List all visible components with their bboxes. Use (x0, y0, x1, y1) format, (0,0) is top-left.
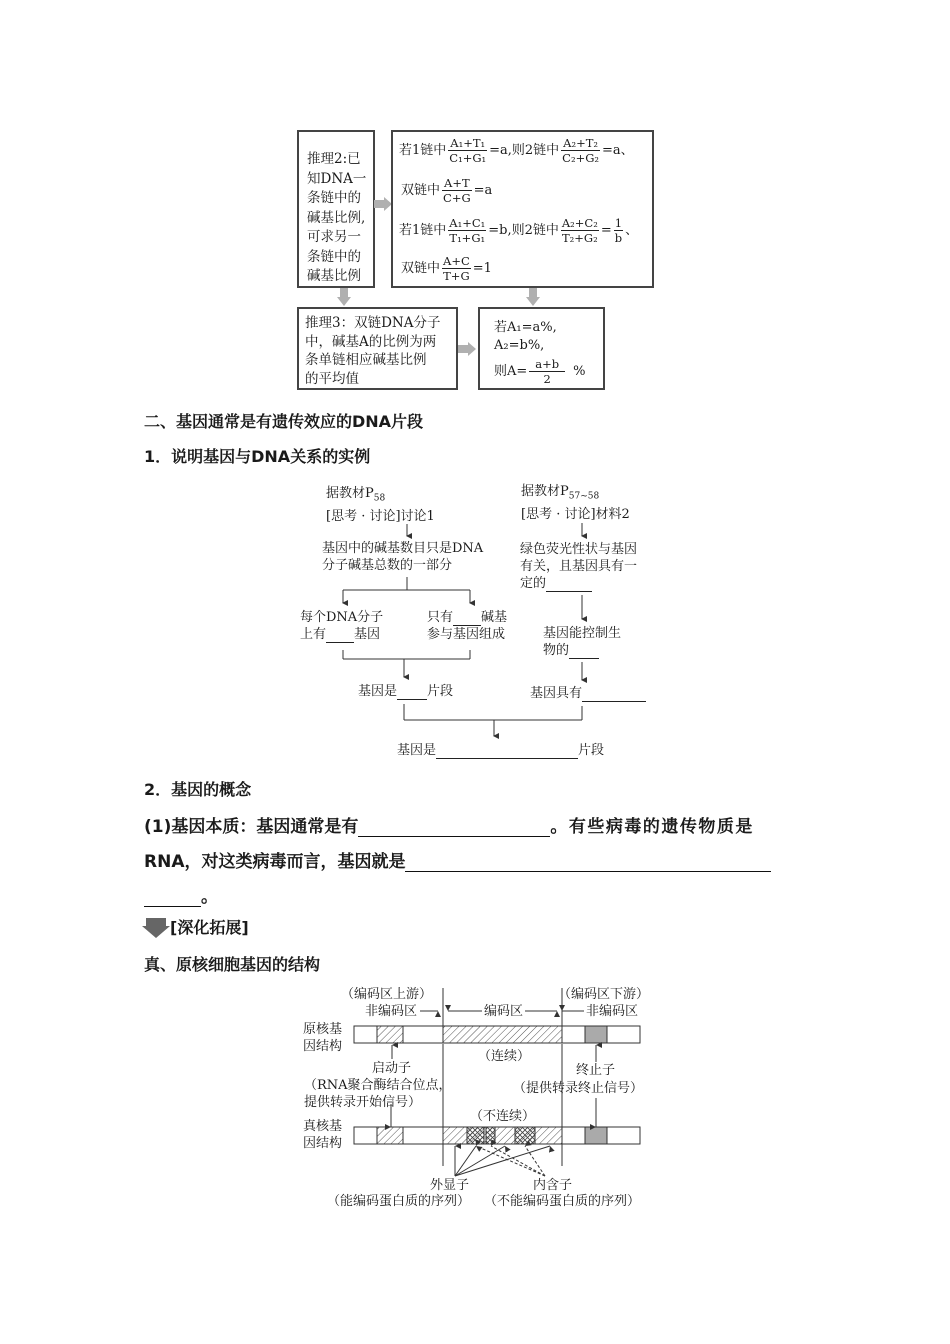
concept-line1-post: 。有些病毒的遗传物质是 (550, 817, 754, 837)
ratio-row-4-suffix: =1 (472, 261, 492, 276)
intron-block-1 (467, 1127, 484, 1144)
average-suffix: % (573, 364, 586, 379)
reasoning2-line-7: 碱基比例 (307, 268, 361, 284)
reasoning3-line-1: 推理3：双链DNA分子 (305, 315, 441, 331)
prokaryote-label-line-2: 因结构 (303, 1039, 343, 1054)
ratio-row-1-suffix: =a、 (602, 143, 634, 158)
right-fact-line2: 有关，且基因具有一 (520, 559, 638, 574)
ratio-row-2-prefix: 双链中 (401, 183, 441, 198)
subheading-example: 1．说明基因与DNA关系的实例 (144, 447, 371, 466)
right-fact-line3: 定的 (520, 576, 547, 591)
frac-num: A₂+C₂ (561, 216, 598, 230)
right-result-pre: 基因具有 (530, 686, 583, 701)
terminator-block (585, 1026, 607, 1043)
source-right-page: 57~58 (568, 491, 600, 502)
intron-block-2 (486, 1127, 495, 1144)
reasoning3-line-4: 的平均值 (305, 370, 359, 387)
reasoning2-line-1: 推理2:已 (307, 151, 361, 167)
section-heading: 二、基因通常是有遗传效应的DNA片段 (144, 412, 424, 431)
ratio-row-1-mid: =a,则2链中 (489, 143, 560, 158)
ratio-row-1-prefix: 若1链中 (399, 143, 447, 158)
left-a-pre: 上有 (300, 627, 327, 642)
ratio-row-2-suffix: =a (473, 183, 493, 198)
subheading-concept: 2．基因的概念 (144, 780, 252, 799)
frac-num: A₁+C₁ (449, 216, 486, 230)
average-prefix: 则A= (494, 364, 528, 379)
right-mid-line1: 基因能控制生 (543, 626, 622, 641)
left-fact-line-2: 分子碱基总数的一部分 (322, 558, 453, 573)
source-left-page: 58 (373, 493, 386, 504)
deepen-label: [深化拓展] (170, 918, 249, 937)
frac-den: C+G (443, 191, 471, 205)
source-right-text: 据教材P (521, 484, 569, 499)
prokaryote-label-line-1: 原核基 (303, 1022, 343, 1037)
left-b-pre: 只有 (427, 610, 454, 625)
exon-label: 外显子 (430, 1178, 470, 1193)
eukaryote-label-line-1: 真核基 (303, 1119, 343, 1134)
concept-line2-pre: RNA，对这类病毒而言，基因就是 (144, 852, 406, 872)
promoter-label: 启动子 (372, 1061, 412, 1076)
promoter-block-euk (377, 1127, 403, 1144)
frac-den: 2 (543, 372, 551, 386)
discontinuous-label: （不连续） (470, 1109, 536, 1124)
left-result-post: 片段 (427, 684, 454, 699)
frac-den: T₁+G₁ (449, 231, 486, 245)
promoter-block (377, 1026, 403, 1043)
frac-num: a+b (529, 357, 565, 372)
frac-den: b (614, 231, 623, 245)
coding-region-label: 编码区 (484, 1004, 524, 1019)
coding-block-prok (443, 1026, 562, 1043)
reasoning2-line-6: 条链中的 (307, 248, 361, 265)
promoter-desc-line-1: （RNA聚合酶结合位点， (304, 1078, 452, 1093)
source-right-section: [思考 · 讨论]材料2 (521, 506, 630, 522)
ratio-row-3-eq: = (600, 223, 612, 238)
downstream-label: （编码区下游） (558, 987, 650, 1002)
left-result-pre: 基因是 (358, 684, 398, 699)
ratio-row-4-prefix: 双链中 (401, 261, 441, 276)
terminator-desc: （提供转录终止信号） (513, 1081, 644, 1096)
reasoning3-line-2: 中，碱基A的比例为两 (305, 333, 437, 350)
ratio-row-3-prefix: 若1链中 (399, 223, 447, 238)
source-left-text: 据教材P (326, 486, 374, 501)
right-mid-pre: 物的 (543, 643, 570, 658)
ratio-row-3-mid: =b,则2链中 (488, 223, 559, 238)
left-b-post: 碱基 (481, 610, 508, 625)
terminator-label: 终止子 (576, 1063, 616, 1078)
ratio-row-3-suffix: 、 (625, 223, 639, 238)
reasoning2-line-2: 知DNA一 (307, 170, 367, 187)
left-fact-line-1: 基因中的碱基数目只是DNA (322, 541, 484, 556)
average-line-1: 若A₁=a%, (494, 320, 557, 335)
right-fact-line1: 绿色荧光性状与基因 (520, 542, 638, 557)
noncoding-left-label: 非编码区 (365, 1004, 418, 1019)
eukaryote-label-line-2: 因结构 (303, 1136, 343, 1151)
final-post: 片段 (578, 743, 605, 758)
reasoning2-line-4: 碱基比例, (307, 209, 366, 226)
promoter-desc-line-2: 提供转录开始信号） (304, 1095, 422, 1110)
concept-line3-post: 。 (201, 887, 218, 907)
left-a-line1: 每个DNA分子 (300, 610, 384, 625)
frac-den: C₁+G₁ (449, 151, 487, 165)
intron-label: 内含子 (533, 1178, 573, 1193)
frac-den: T+G (443, 269, 470, 283)
left-a-post: 基因 (354, 627, 381, 642)
frac-den: T₂+G₂ (562, 231, 598, 245)
intron-desc: （不能编码蛋白质的序列） (484, 1194, 641, 1209)
frac-den: C₂+G₂ (562, 151, 600, 165)
intron-block-3 (515, 1127, 535, 1144)
frac-num: 1 (614, 216, 623, 230)
reasoning3-line-3: 条单链相应碱基比例 (305, 352, 427, 368)
reasoning2-line-5: 可求另一 (307, 229, 361, 245)
final-pre: 基因是 (397, 743, 437, 758)
coding-block-euk (443, 1127, 562, 1144)
noncoding-right-label: 非编码区 (586, 1004, 639, 1019)
source-left-section: [思考 · 讨论]讨论1 (326, 508, 435, 524)
continuous-label: （连续） (478, 1049, 531, 1064)
frac-num: A₂+T₂ (563, 136, 599, 150)
exon-desc: （能编码蛋白质的序列） (327, 1194, 471, 1209)
subheading-structure: 真、原核细胞基因的结构 (144, 955, 321, 974)
average-line-2: A₂=b%, (494, 338, 545, 353)
frac-num: A₁+T₁ (450, 136, 486, 150)
frac-num: A+T (444, 176, 470, 190)
reasoning2-line-3: 条链中的 (307, 190, 361, 206)
terminator-block-euk (585, 1127, 607, 1144)
frac-num: A+C (443, 254, 470, 268)
left-b-line2: 参与基因组成 (427, 627, 506, 642)
upstream-label: （编码区上游） (341, 987, 433, 1002)
concept-line1-pre: (1)基因本质：基因通常是有 (144, 817, 359, 837)
